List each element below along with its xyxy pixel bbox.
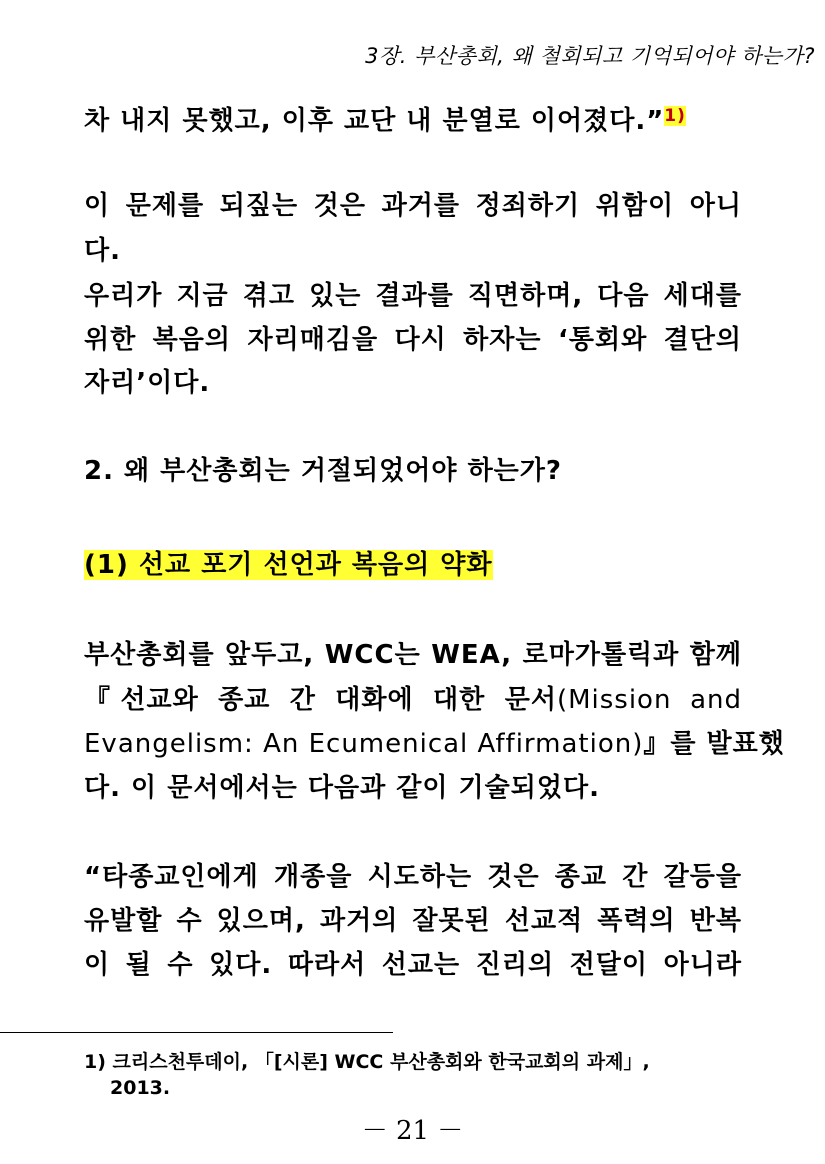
- paragraph-line: [84, 685, 742, 715]
- paragraph-line: [84, 101, 742, 136]
- subsection-heading-text: (1) 선교 포기 선언과 복음의 약화: [84, 550, 493, 580]
- subsection-heading: [84, 550, 742, 580]
- quote-line: “타종교인에게 개종을 시도하는 것은 종교 간 갈등을: [84, 862, 742, 892]
- page-number: － 21 －: [361, 1116, 464, 1146]
- paragraph-line: 다.: [84, 236, 121, 266]
- quote-line: 유발할 수 있으며, 과거의 잘못된 선교적 폭력의 반복: [84, 906, 742, 936]
- paragraph-line: 우리가 지금 겪고 있는 결과를 직면하며, 다음 세대를: [84, 281, 742, 311]
- paragraph-text: 차 내지 못했고, 이후 교단 내 분열로 이어졌다.”: [84, 106, 665, 136]
- paragraph-line: [84, 729, 785, 759]
- paragraph-line: 자리’이다.: [84, 368, 211, 398]
- footnote-divider: [0, 1032, 393, 1033]
- document-title-korean: 『선교와 종교 간 대화에 대한 문서: [84, 685, 557, 715]
- footnote-text: 1) 크리스천투데이, 「[시론] WCC 부산총회와 한국교회의 과제」,: [84, 1051, 650, 1073]
- paragraph-text: 』를 발표했: [643, 729, 785, 759]
- section-heading: 2. 왜 부산총회는 거절되었어야 하는가?: [84, 456, 562, 486]
- footnote-reference[interactable]: 1): [664, 106, 686, 126]
- paragraph-line: 부산총회를 앞두고, WCC는 WEA, 로마가톨릭과 함께: [84, 640, 742, 670]
- footnote-text: 2013.: [110, 1077, 171, 1099]
- paragraph-line: 다. 이 문서에서는 다음과 같이 기술되었다.: [84, 773, 600, 803]
- document-title-english: Evangelism: An Ecumenical Affirmation): [84, 729, 644, 759]
- paragraph-line: 위한 복음의 자리매김을 다시 하자는 ‘통회와 결단의: [84, 325, 742, 355]
- running-header: 3장. 부산총회, 왜 철회되고 기억되어야 하는가?: [365, 44, 815, 68]
- quote-line: 이 될 수 있다. 따라서 선교는 진리의 전달이 아니라: [84, 950, 742, 980]
- document-title-english: (Mission and: [556, 685, 742, 715]
- paragraph-line: 이 문제를 되짚는 것은 과거를 정죄하기 위함이 아니: [84, 191, 742, 221]
